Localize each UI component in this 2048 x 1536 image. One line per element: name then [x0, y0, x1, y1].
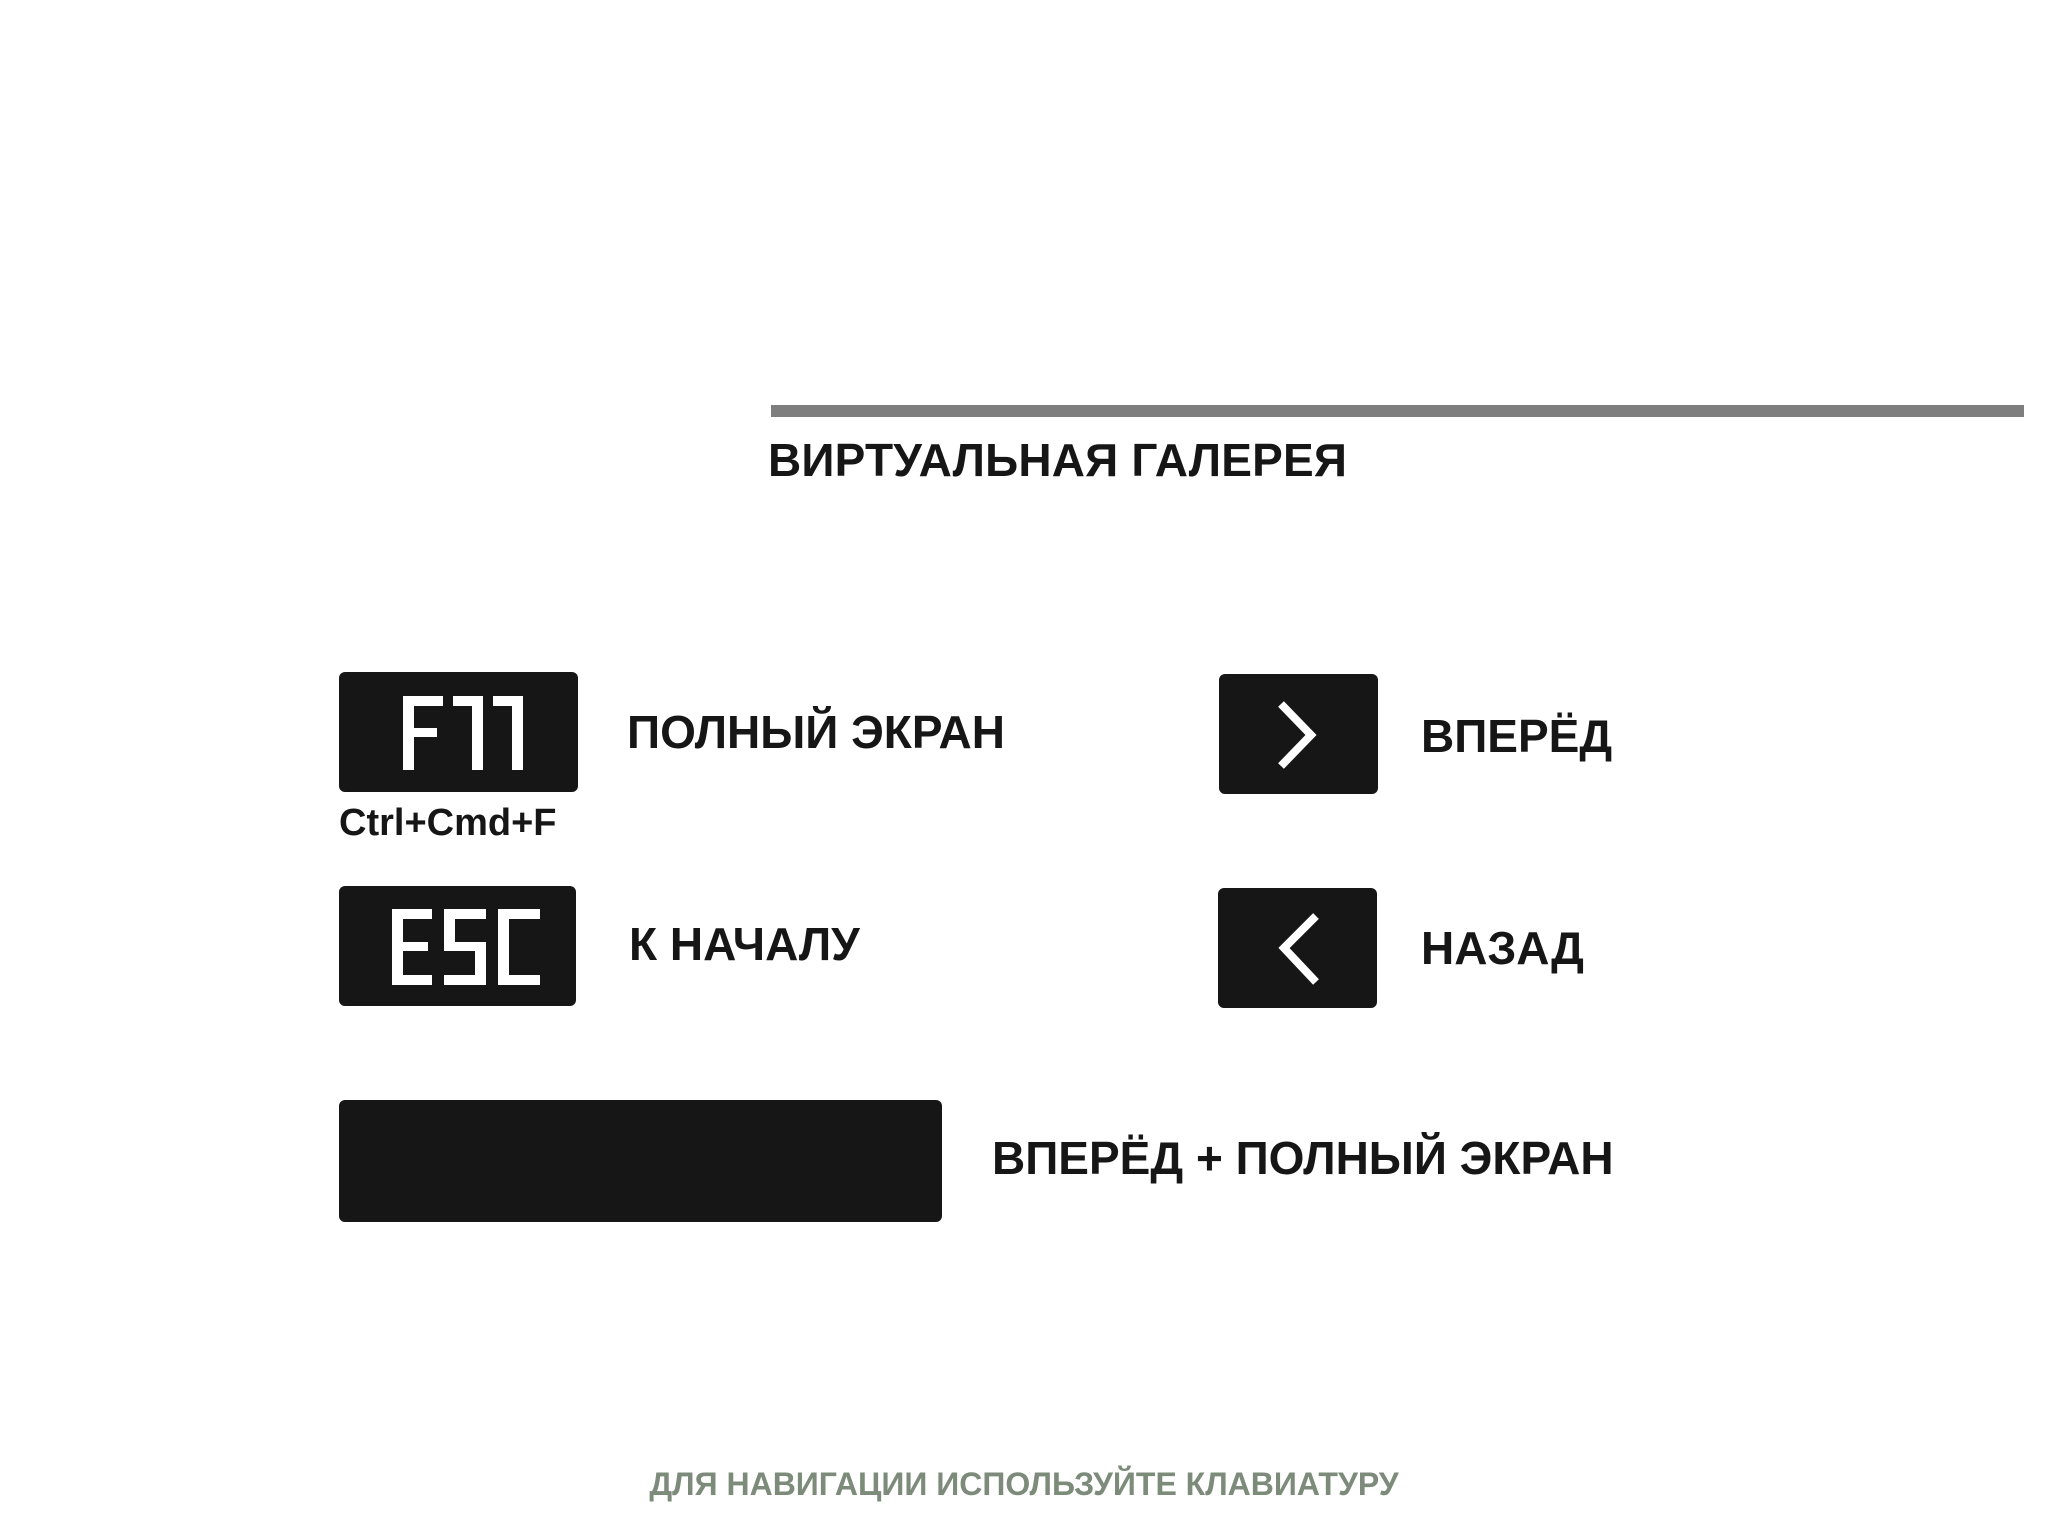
- spacebar-key[interactable]: [339, 1100, 942, 1222]
- forward-fullscreen-label: ВПЕРЁД + ПОЛНЫЙ ЭКРАН: [992, 1132, 1614, 1184]
- f11-key[interactable]: [339, 672, 578, 792]
- header-divider: [771, 405, 2024, 417]
- mac-fullscreen-shortcut: Ctrl+Cmd+F: [339, 802, 557, 844]
- f11-key-label: [339, 792, 340, 793]
- back-label: НАЗАД: [1421, 922, 1584, 974]
- forward-label: ВПЕРЁД: [1421, 710, 1613, 762]
- chevron-right-icon: [1219, 674, 1378, 794]
- fullscreen-label: ПОЛНЫЙ ЭКРАН: [627, 706, 1005, 758]
- navigation-hint: ДЛЯ НАВИГАЦИИ ИСПОЛЬЗУЙТЕ КЛАВИАТУРУ: [649, 1466, 1399, 1502]
- f11-key-glyph: [339, 672, 578, 792]
- arrow-right-key[interactable]: [1219, 674, 1378, 794]
- arrow-left-key[interactable]: [1218, 888, 1377, 1008]
- esc-key-label: [339, 1006, 340, 1007]
- home-label: К НАЧАЛУ: [629, 918, 860, 970]
- esc-key-glyph: [339, 886, 576, 1006]
- esc-key[interactable]: [339, 886, 576, 1006]
- page-title: ВИРТУАЛЬНАЯ ГАЛЕРЕЯ: [768, 434, 1348, 486]
- chevron-left-icon: [1218, 888, 1377, 1008]
